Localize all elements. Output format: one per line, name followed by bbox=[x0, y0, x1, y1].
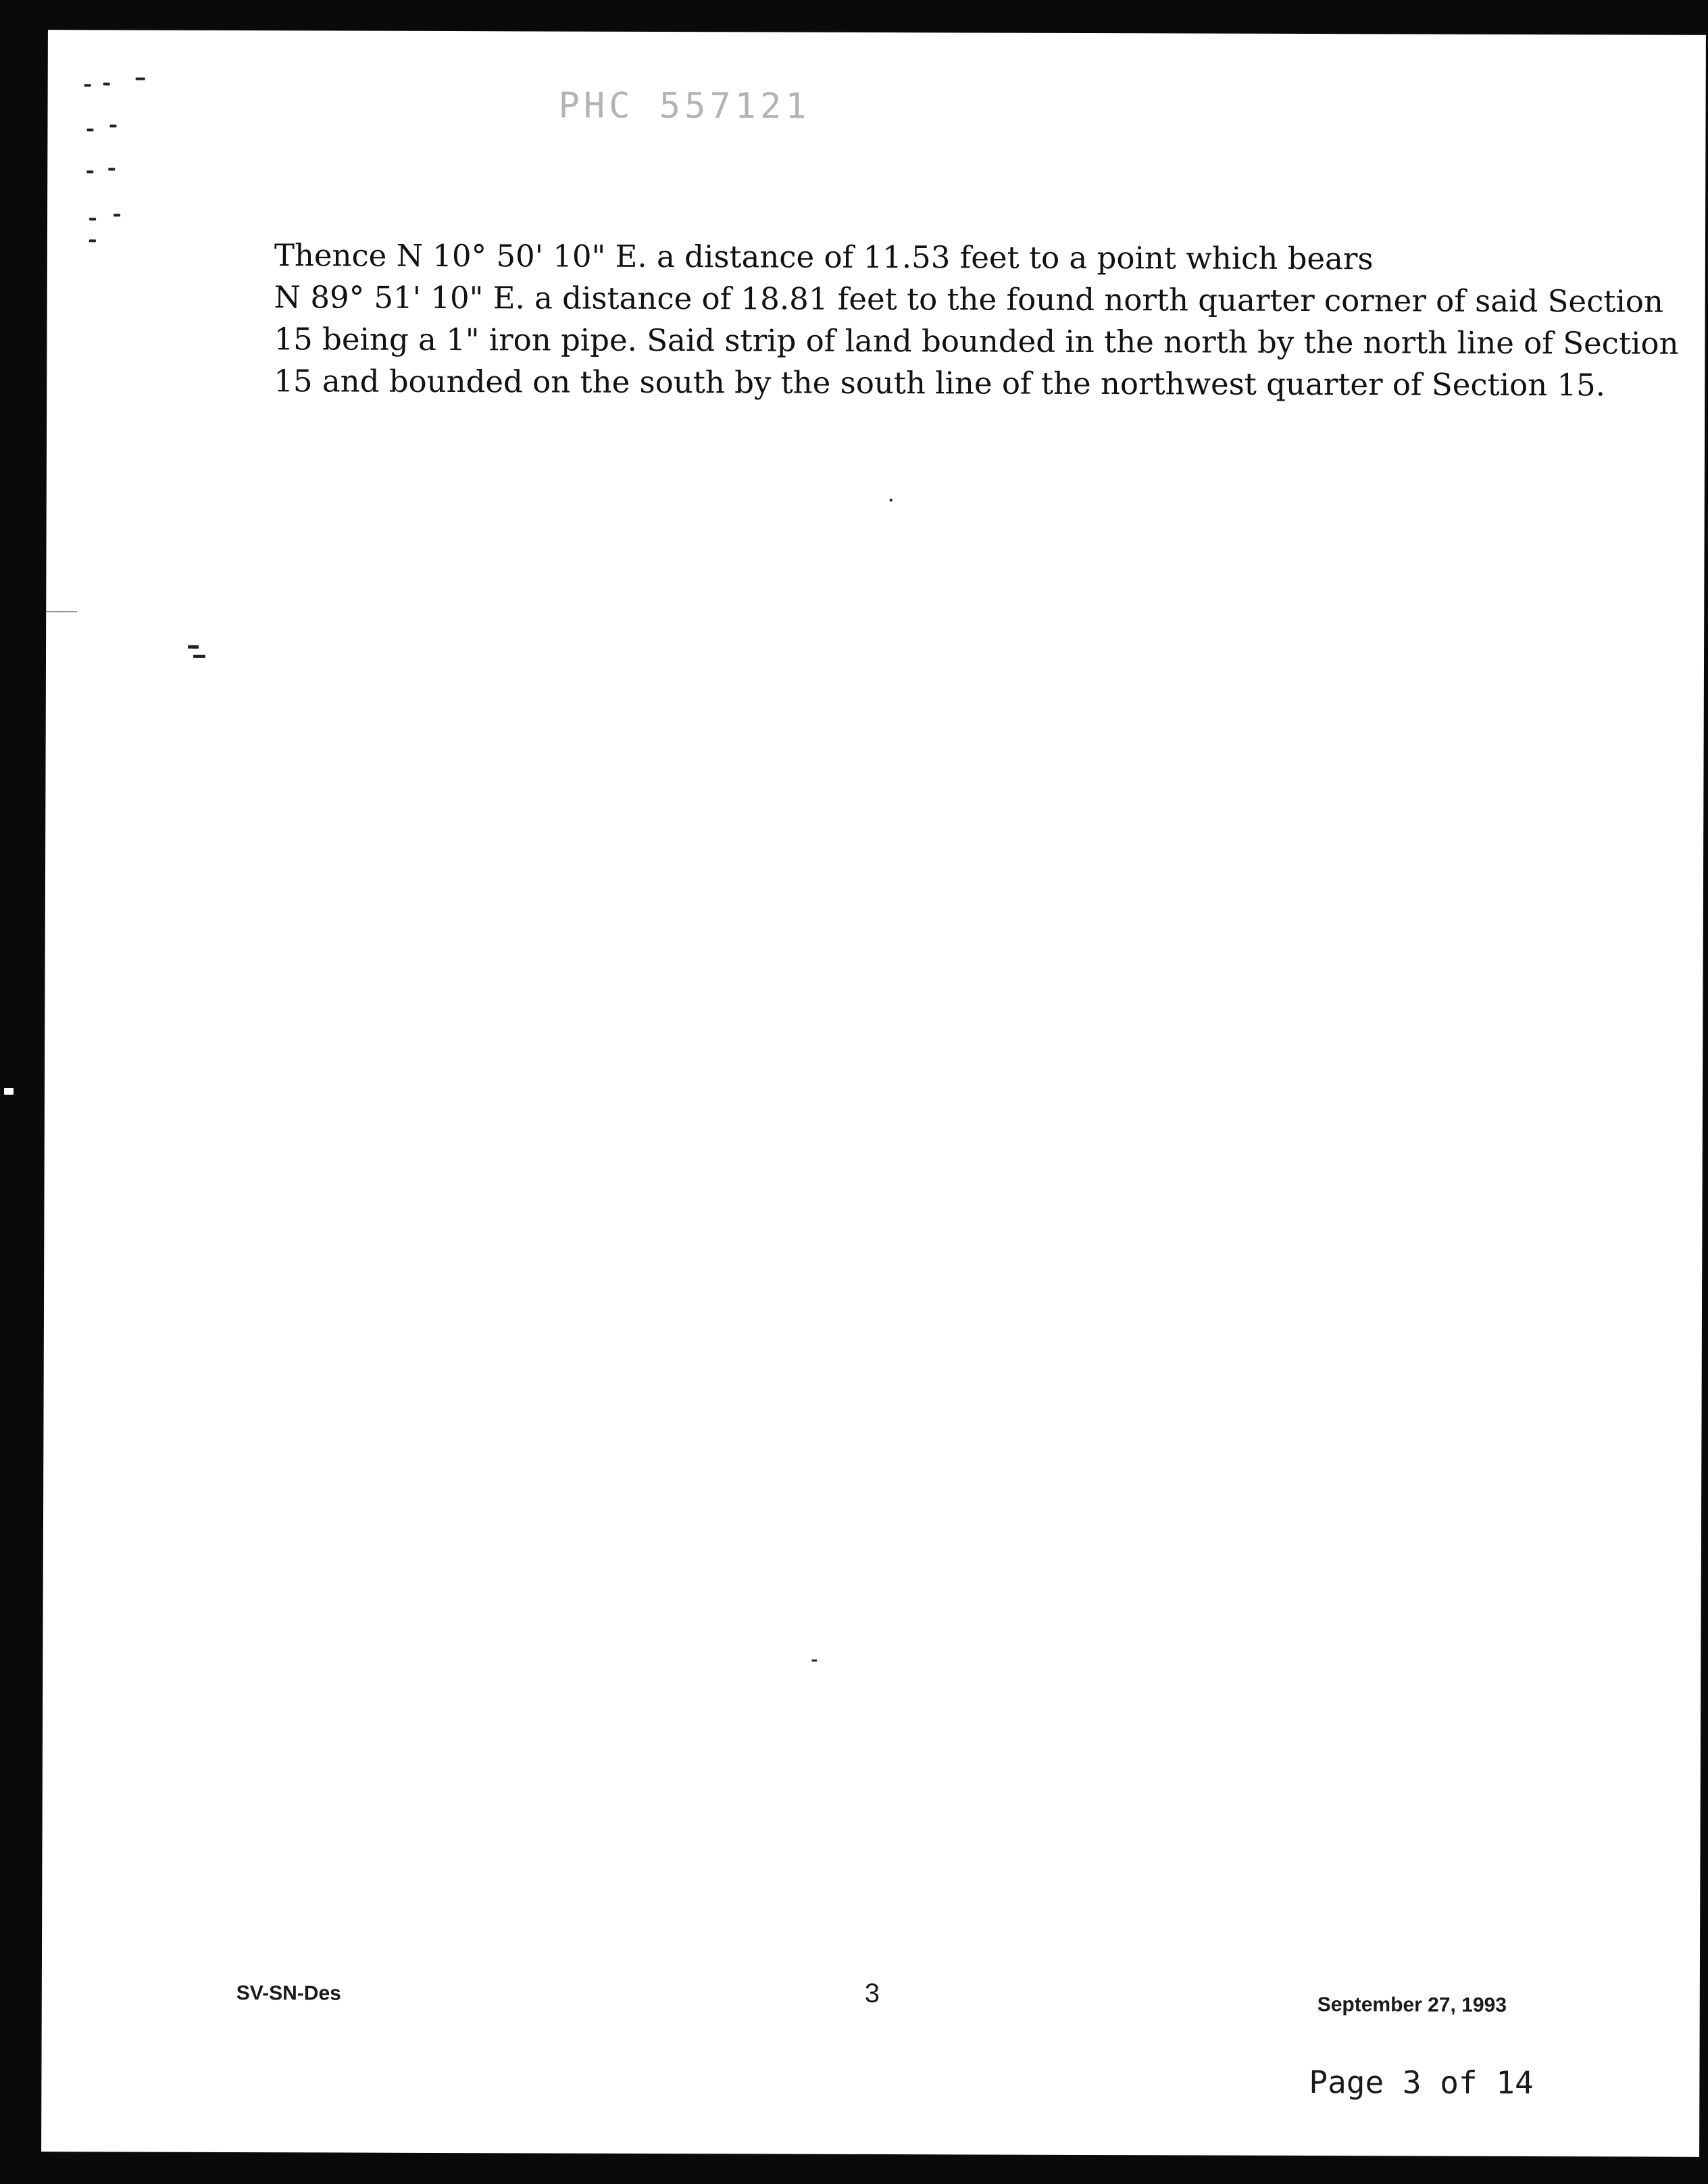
footer-document-code: SV-SN-Des bbox=[236, 1982, 341, 2005]
scan-speck bbox=[136, 78, 145, 80]
page-count-label: Page 3 of 14 bbox=[1309, 2064, 1534, 2102]
footer-date: September 27, 1993 bbox=[1317, 1993, 1507, 2016]
scan-speck bbox=[193, 655, 205, 658]
scan-speck bbox=[109, 124, 116, 127]
reference-code: PHC 557121 bbox=[558, 85, 811, 127]
scan-speck bbox=[4, 1088, 14, 1095]
body-line: Thence N 10° 50' 10" E. a distance of 11.53 feet to a point which bears bbox=[274, 237, 1374, 277]
scan-speck bbox=[86, 170, 93, 173]
scan-speck bbox=[89, 218, 96, 220]
scan-speck bbox=[890, 499, 893, 501]
document-page bbox=[41, 30, 1706, 2157]
scan-speck bbox=[86, 128, 93, 131]
scan-speck bbox=[89, 239, 96, 242]
footer-page-number: 3 bbox=[864, 1978, 880, 2009]
scan-speck bbox=[84, 84, 91, 86]
scan-speck bbox=[46, 611, 77, 612]
scan-speck bbox=[811, 1660, 817, 1662]
body-line: N 89° 51' 10" E. a distance of 18.81 feet to the found north quarter corner of said Section bbox=[274, 279, 1663, 320]
scan-speck bbox=[1646, 1608, 1650, 1649]
scan-speck bbox=[114, 214, 120, 216]
body-paragraph bbox=[274, 234, 1679, 406]
scan-speck bbox=[1669, 835, 1674, 841]
scan-speck bbox=[188, 645, 199, 649]
scan-speck bbox=[103, 82, 110, 85]
body-line: 15 being a 1" iron pipe. Said strip of land bounded in the north by the north line of Section bbox=[274, 321, 1679, 362]
scan-speck bbox=[108, 168, 115, 170]
body-line: 15 and bounded on the south by the south line of the northwest quarter of Section 15. bbox=[274, 363, 1606, 403]
